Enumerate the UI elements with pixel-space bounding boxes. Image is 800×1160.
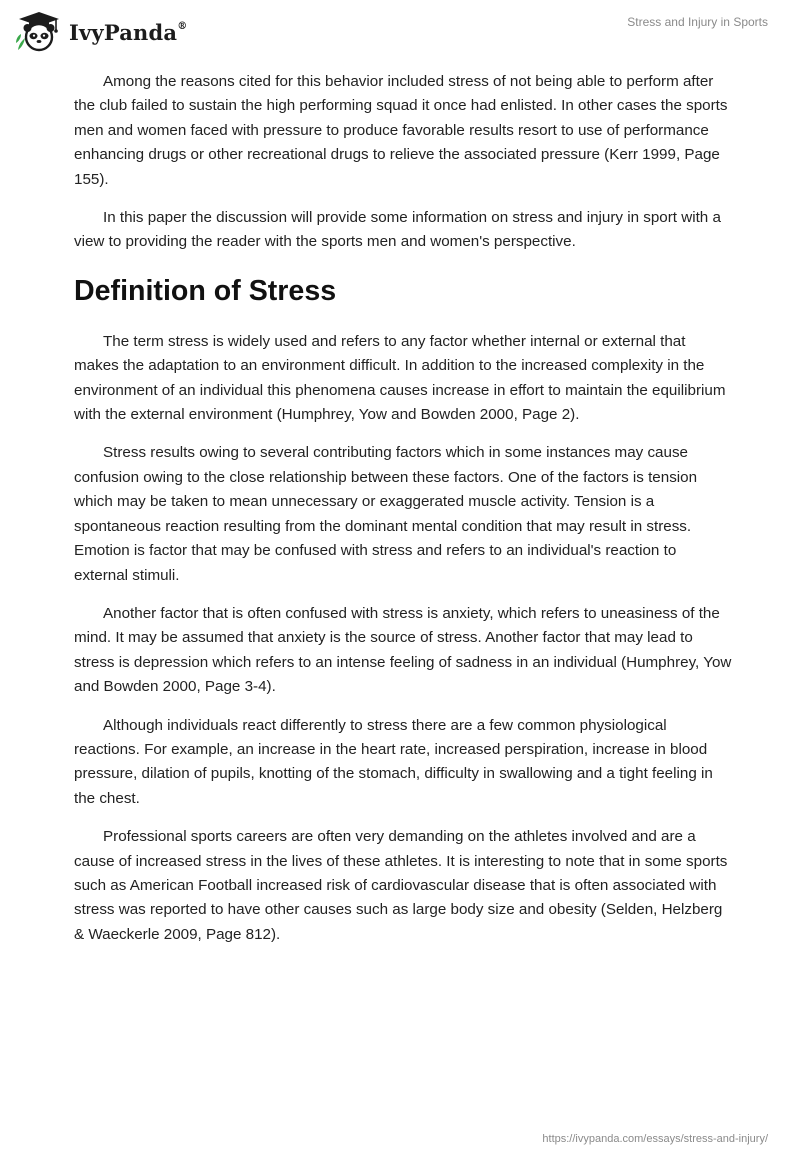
paragraph: The term stress is widely used and refers to any factor whether internal or external that makes the adaptation to an environment difficult. In addition to the increased complexity in the environment of an individual this phenomena causes increase in effort to maintain the equilibrium with the external environment (Humphrey, Yow and Bowden 2000, Page 2).	[74, 332, 726, 424]
logo-wordmark	[69, 20, 187, 45]
paragraph: Another factor that is often confused with stress is anxiety, which refers to uneasiness of the mind. It may be assumed that anxiety is the source of stress. Another factor that may lead to stress is depression which refers to an intense feeling of sadness in an individual (Humphrey, Yow and Bowden 2000, Page 3-4).	[74, 604, 732, 696]
paragraph: Although individuals react differently to stress there are a few common physiological reactions. For example, an increase in the heart rate, increased perspiration, increase in blood pressure, dilation of pupils, knotting of the stomach, difficulty in swallowing and a tight feeling in the chest.	[74, 716, 713, 807]
paragraph: Professional sports careers are often very demanding on the athletes involved and are a cause of increased stress in the lives of these athletes. It is interesting to note that in some sports such as American Football increased risk of cardiovascular disease that is often associated with stress was reported to have other causes such as large body size and obesity (Selden, Helzberg & Waeckerle 2009, Page 812).	[74, 828, 728, 943]
essay-content	[74, 70, 734, 961]
paragraph: In this paper the discussion will provide some information on stress and injury in sport with a view to providing the reader with the sports men and women's perspective.	[74, 209, 721, 251]
ivypanda-logo[interactable]	[15, 10, 187, 52]
paragraph: Stress results owing to several contributing factors which in some instances may cause confusion owing to the close relationship between these factors. One of the factors is tension which may be taken to mean unnecessary or exaggerated muscle activity. Tension is a spontaneous reaction resulting from the dominant mental condition that may result in stress. Emotion is factor that may be confused with stress and refers to an individual's reaction to external stimuli.	[74, 444, 698, 584]
panda-graduate-icon	[15, 10, 63, 52]
registered-mark: ®	[177, 20, 188, 32]
logo-name: IvyPanda	[69, 19, 178, 45]
paragraph: Among the reasons cited for this behavior included stress of not being able to perform after the club failed to sustain the high performing squad it once had enlisted. In other cases the sports men and women faced with pressure to produce favorable results resort to use of performance enhancing drugs or other recreational drugs to relieve the associated pressure (Kerr 1999, Page 155).	[74, 73, 728, 188]
document-title: Stress and Injury in Sports	[627, 15, 768, 29]
section-heading: Definition of Stress	[74, 274, 337, 307]
source-url[interactable]: https://ivypanda.com/essays/stress-and-injury/	[542, 1133, 768, 1145]
page-header	[0, 0, 800, 70]
